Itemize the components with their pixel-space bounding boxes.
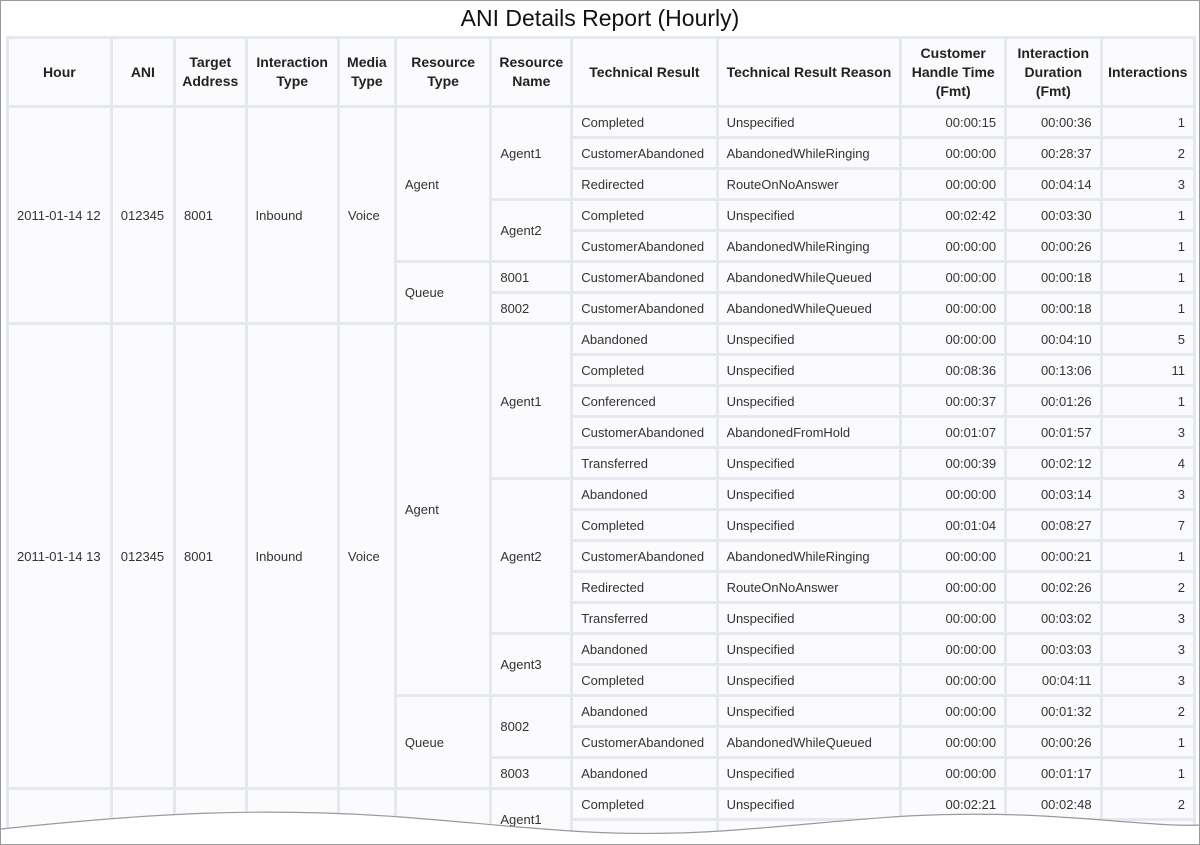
table-row [9,325,1193,353]
technical-result-cell: Abandoned [573,325,715,353]
interaction-duration-cell: 00:03:14 [1007,480,1099,508]
technical-result-cell: Transferred [573,604,715,632]
customer-handle-time-cell: 00:00:00 [902,294,1004,322]
resource-name-cell: 8003 [492,759,570,787]
technical-result-reason-cell: AbandonedWhileRinging [719,542,900,570]
table-body [9,108,1193,845]
technical-result-cell: Conferenced [573,387,715,415]
interactions-cell: 4 [1103,449,1193,477]
interactions-cell: 1 [1103,387,1193,415]
technical-result-reason-cell: Unspecified [719,759,900,787]
resource-name-cell: Agent2 [492,480,570,632]
resource-name-cell: Agent1 [492,108,570,198]
resource-name-cell: Agent3 [492,635,570,694]
customer-handle-time-cell: 00:00:00 [902,480,1004,508]
customer-handle-time-cell: 00:00:00 [902,325,1004,353]
technical-result-reason-cell: Unspecified [719,387,900,415]
technical-result-cell: Abandoned [573,635,715,663]
interaction-duration-cell: 00:00:21 [1007,542,1099,570]
interaction-duration-cell: 00:01:26 [1007,387,1099,415]
technical-result-cell: Completed [573,511,715,539]
column-header-customer-handle-time: Customer Handle Time (Fmt) [902,39,1004,105]
column-header-interaction-type: Interaction Type [248,39,337,105]
interactions-cell: 3 [1103,666,1193,694]
technical-result-reason-cell: Unspecified [719,356,900,384]
technical-result-cell: Completed [573,666,715,694]
resource-name-cell: Agent2 [492,201,570,260]
column-header-technical-result: Technical Result [573,39,715,105]
interaction-duration-cell: 00:00:26 [1007,728,1099,756]
column-header-resource-name: Resource Name [492,39,570,105]
technical-result-cell: Transferred [573,449,715,477]
interactions-cell: 1 [1103,232,1193,260]
customer-handle-time-cell: 00:00:00 [902,139,1004,167]
interaction-duration-cell: 00:02:26 [1007,573,1099,601]
resource-name-cell: 8002 [492,294,570,322]
media-type-cell: Voice [340,108,394,322]
customer-handle-time-cell: 00:00:00 [902,666,1004,694]
technical-result-cell: Abandoned [573,480,715,508]
resource-type-cell: Agent [397,325,489,694]
customer-handle-time-cell: 00:00:00 [902,573,1004,601]
interaction-duration-cell: 00:00:36 [1007,108,1099,136]
interactions-cell: 1 [1103,263,1193,291]
customer-handle-time-cell: 00:00:00 [902,759,1004,787]
technical-result-cell: Completed [573,356,715,384]
interactions-cell: 2 [1103,139,1193,167]
interaction-duration-cell: 00:08:27 [1007,511,1099,539]
technical-result-reason-cell: Unspecified [719,635,900,663]
technical-result-reason-cell: RouteOnNoAnswer [719,573,900,601]
interaction-duration-cell: 00:03:02 [1007,604,1099,632]
media-type-cell: Voice [340,325,394,787]
technical-result-reason-cell: AbandonedWhileRinging [719,232,900,260]
technical-result-reason-cell: Unspecified [719,511,900,539]
customer-handle-time-cell: 00:00:00 [902,263,1004,291]
ani-cell: 012345 [113,325,173,787]
column-header-interaction-duration: Interaction Duration (Fmt) [1007,39,1099,105]
customer-handle-time-cell: 00:00:00 [902,635,1004,663]
hour-cell: 2011-01-14 13 [9,325,110,787]
resource-name-cell: Agent1 [492,790,570,845]
column-header-ani: ANI [113,39,173,105]
technical-result-cell: CustomerAbandoned [573,139,715,167]
technical-result-cell: Completed [573,108,715,136]
interactions-cell: 1 [1103,728,1193,756]
interaction-duration-cell: 00:04:11 [1007,666,1099,694]
technical-result-reason-cell: RouteOnNoAnswer [719,170,900,198]
resource-name-cell: Agent1 [492,325,570,477]
customer-handle-time-cell: 00:00:37 [902,387,1004,415]
interactions-cell: 2 [1103,790,1193,818]
interaction-duration-cell: 00:03:30 [1007,201,1099,229]
interaction-type-cell: Inbound [248,325,337,787]
interactions-cell: 11 [1103,356,1193,384]
interactions-cell: 1 [1103,542,1193,570]
technical-result-reason-cell: Unspecified [719,201,900,229]
customer-handle-time-cell: 00:00:00 [902,728,1004,756]
technical-result-reason-cell: Unspecified [719,480,900,508]
column-header-interactions: Interactions [1103,39,1193,105]
interactions-cell: 1 [1103,759,1193,787]
interactions-cell: 1 [1103,201,1193,229]
target-address-cell: 8001 [176,325,245,787]
customer-handle-time-cell: 00:02:21 [902,790,1004,818]
technical-result-cell: CustomerAbandoned [573,294,715,322]
table-row [9,108,1193,136]
interaction-duration-cell: 00:00:18 [1007,294,1099,322]
resource-name-cell: 8001 [492,263,570,291]
interactions-cell: 3 [1103,604,1193,632]
customer-handle-time-cell: 00:01:07 [902,418,1004,446]
interaction-duration-cell: 00:13:06 [1007,356,1099,384]
interaction-duration-cell: 00:00:18 [1007,263,1099,291]
technical-result-cell: CustomerAbandoned [573,232,715,260]
interaction-duration-cell: 00:28:37 [1007,139,1099,167]
column-header-hour: Hour [9,39,110,105]
interaction-type-cell: Inbound [248,108,337,322]
report-title: ANI Details Report (Hourly) [460,5,740,31]
technical-result-reason-cell: Unspecified [719,666,900,694]
interactions-cell: 3 [1103,170,1193,198]
ani-details-table [6,36,1196,845]
resource-type-cell: Queue [397,263,489,322]
column-header-target-address: Target Address [176,39,245,105]
interactions-cell: 2 [1103,573,1193,601]
technical-result-reason-cell: Unspecified [719,108,900,136]
customer-handle-time-cell: 00:01:04 [902,511,1004,539]
customer-handle-time-cell: 00:02:42 [902,201,1004,229]
technical-result-reason-cell: Unspecified [719,604,900,632]
table-header-row [9,39,1193,105]
technical-result-reason-cell: AbandonedWhileQueued [719,263,900,291]
interaction-duration-cell: 00:03:03 [1007,635,1099,663]
interaction-duration-cell: 00:01:32 [1007,697,1099,725]
resource-type-cell: Agent [397,108,489,260]
technical-result-reason-cell: AbandonedWhileQueued [719,728,900,756]
technical-result-cell: CustomerAbandoned [573,418,715,446]
hour-cell: 2011-01-14 12 [9,108,110,322]
customer-handle-time-cell: 00:08:36 [902,356,1004,384]
customer-handle-time-cell: 00:00:00 [902,542,1004,570]
customer-handle-time-cell: 00:00:00 [902,604,1004,632]
interactions-cell: 2 [1103,697,1193,725]
interaction-duration-cell: 00:02:12 [1007,449,1099,477]
customer-handle-time-cell: 00:00:00 [902,170,1004,198]
technical-result-cell: Completed [573,790,715,818]
interactions-cell: 3 [1103,480,1193,508]
interactions-cell: 7 [1103,511,1193,539]
resource-type-cell: Queue [397,697,489,787]
ani-cell: 012345 [113,108,173,322]
technical-result-reason-cell: Unspecified [719,697,900,725]
interactions-cell: 3 [1103,635,1193,663]
technical-result-reason-cell: Unspecified [719,325,900,353]
interaction-duration-cell: 00:01:17 [1007,759,1099,787]
technical-result-reason-cell: Unspecified [719,790,900,818]
technical-result-cell: CustomerAbandoned [573,728,715,756]
technical-result-cell: CustomerAbandoned [573,542,715,570]
technical-result-cell: Abandoned [573,697,715,725]
column-header-resource-type: Resource Type [397,39,489,105]
technical-result-reason-cell: AbandonedFromHold [719,418,900,446]
interactions-cell: 1 [1103,108,1193,136]
technical-result-cell: Completed [573,201,715,229]
interaction-duration-cell: 00:02:48 [1007,790,1099,818]
technical-result-cell: Redirected [573,573,715,601]
target-address-cell: 8001 [176,108,245,322]
customer-handle-time-cell: 00:00:00 [902,232,1004,260]
column-header-media-type: Media Type [340,39,394,105]
column-header-technical-result-reason: Technical Result Reason [719,39,900,105]
technical-result-cell: CustomerAbandoned [573,263,715,291]
technical-result-cell: Redirected [573,170,715,198]
resource-name-cell: 8002 [492,697,570,756]
customer-handle-time-cell: 00:00:00 [902,697,1004,725]
torn-edge [1,801,1200,845]
interactions-cell: 5 [1103,325,1193,353]
technical-result-reason-cell: AbandonedWhileQueued [719,294,900,322]
customer-handle-time-cell: 00:00:39 [902,449,1004,477]
interaction-duration-cell: 00:01:57 [1007,418,1099,446]
technical-result-reason-cell: Unspecified [719,449,900,477]
interaction-duration-cell: 00:04:10 [1007,325,1099,353]
interaction-duration-cell: 00:04:14 [1007,170,1099,198]
interactions-cell: 3 [1103,418,1193,446]
customer-handle-time-cell: 00:00:15 [902,108,1004,136]
interaction-duration-cell: 00:00:26 [1007,232,1099,260]
technical-result-cell: Abandoned [573,759,715,787]
technical-result-reason-cell: AbandonedWhileRinging [719,139,900,167]
interactions-cell: 1 [1103,294,1193,322]
